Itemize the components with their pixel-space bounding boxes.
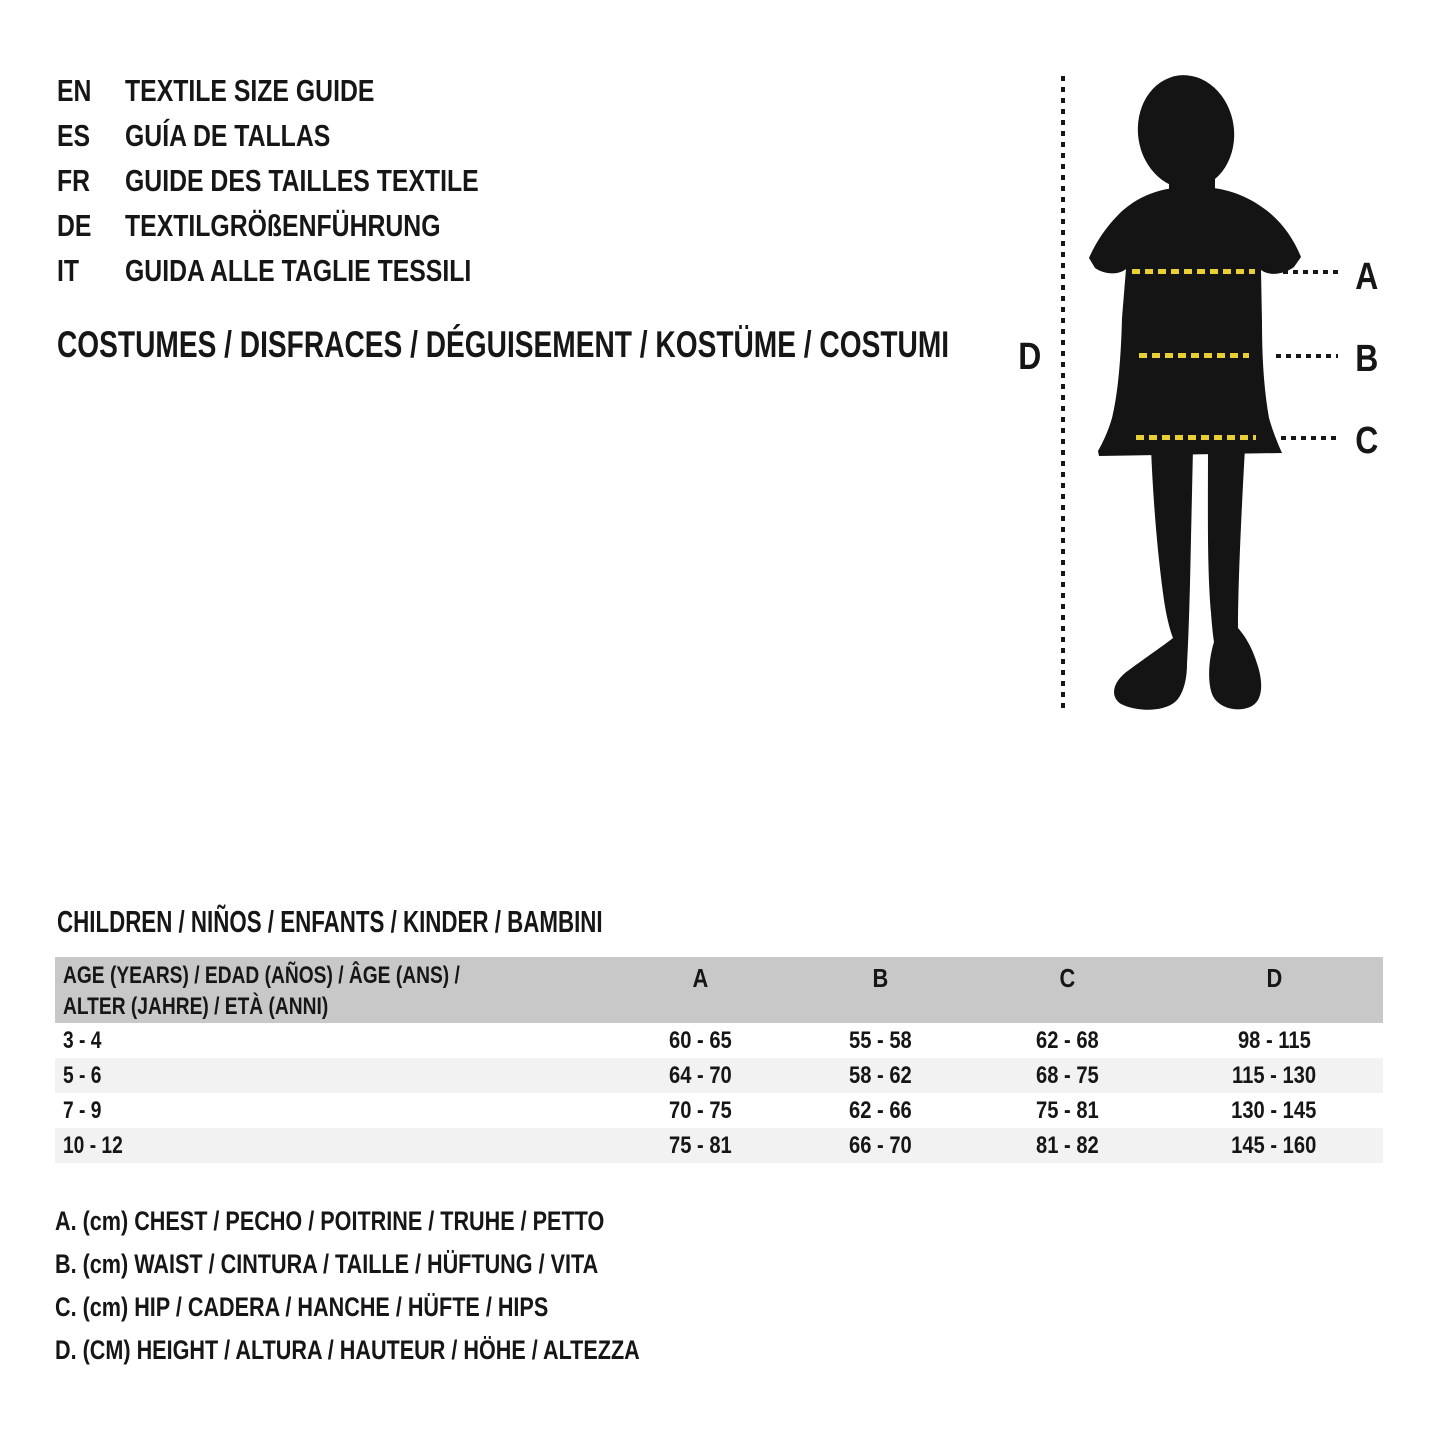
table-header-row xyxy=(55,957,1383,1023)
chest-range: 64 - 70 xyxy=(668,1061,732,1089)
measure-line-a xyxy=(1132,269,1255,274)
height-range: 145 - 160 xyxy=(1231,1131,1317,1159)
language-code: ES xyxy=(57,117,91,153)
measure-label-b: B xyxy=(1355,338,1379,380)
hip-range: 75 - 81 xyxy=(1036,1096,1099,1124)
connector-line-b xyxy=(1276,354,1338,358)
table-row xyxy=(55,1093,1383,1128)
measure-label-c: C xyxy=(1355,420,1379,462)
waist-range: 62 - 66 xyxy=(848,1096,912,1124)
guide-title-de: TEXTILGRÖßENFÜHRUNG xyxy=(125,207,441,243)
guide-title-es: GUÍA DE TALLAS xyxy=(125,117,331,153)
height-measure-line-d xyxy=(1061,76,1065,714)
guide-title-en: TEXTILE SIZE GUIDE xyxy=(125,72,375,108)
chest-range: 60 - 65 xyxy=(668,1026,732,1054)
children-size-table xyxy=(55,957,1383,1163)
child-silhouette xyxy=(1075,68,1315,718)
language-code: DE xyxy=(57,207,92,243)
language-row-de xyxy=(57,203,567,248)
chest-range: 75 - 81 xyxy=(668,1131,732,1159)
language-row-en xyxy=(57,68,567,113)
height-range: 115 - 130 xyxy=(1231,1061,1317,1089)
guide-title-fr: GUIDE DES TAILLES TEXTILE xyxy=(125,162,479,198)
table-row xyxy=(55,1023,1383,1058)
legend-chest: A. (cm) CHEST / PECHO / POITRINE / TRUHE / PETTO xyxy=(55,1206,605,1236)
table-section-title: CHILDREN / NIÑOS / ENFANTS / KINDER / BAMBINI xyxy=(57,904,603,939)
age-range: 10 - 12 xyxy=(63,1131,123,1159)
height-range: 130 - 145 xyxy=(1231,1096,1317,1124)
age-range: 7 - 9 xyxy=(63,1096,102,1124)
table-row xyxy=(55,1128,1383,1163)
age-range: 5 - 6 xyxy=(63,1061,102,1089)
language-code: IT xyxy=(57,252,80,288)
waist-range: 58 - 62 xyxy=(848,1061,912,1089)
language-row-es xyxy=(57,113,567,158)
column-header-a: A xyxy=(692,963,708,993)
chest-range: 70 - 75 xyxy=(668,1096,732,1124)
height-range: 98 - 115 xyxy=(1237,1026,1311,1054)
column-header-c: C xyxy=(1059,963,1076,993)
column-header-d: D xyxy=(1266,963,1282,993)
measure-label-a: A xyxy=(1355,256,1379,298)
hip-range: 81 - 82 xyxy=(1036,1131,1099,1159)
category-title: COSTUMES / DISFRACES / DÉGUISEMENT / KOSTÜME / COSTUMI xyxy=(57,324,950,365)
measure-label-d: D xyxy=(1018,336,1042,378)
hip-range: 62 - 68 xyxy=(1036,1026,1099,1054)
language-code: EN xyxy=(57,72,92,108)
language-title-list xyxy=(57,68,567,293)
age-column-header: AGE (YEARS) / EDAD (AÑOS) / ÂGE (ANS) / ALTER (JAHRE) / ETÀ (ANNI) xyxy=(63,962,460,1020)
column-header-b: B xyxy=(872,963,888,993)
measure-line-c xyxy=(1136,435,1256,440)
legend-hip: C. (cm) HIP / CADERA / HANCHE / HÜFTE / HIPS xyxy=(55,1292,549,1322)
measure-line-b xyxy=(1139,353,1249,358)
language-row-it xyxy=(57,248,567,293)
waist-range: 55 - 58 xyxy=(848,1026,912,1054)
language-code: FR xyxy=(57,162,91,198)
guide-title-it: GUIDA ALLE TAGLIE TESSILI xyxy=(125,252,472,288)
waist-range: 66 - 70 xyxy=(848,1131,912,1159)
connector-line-c xyxy=(1281,436,1338,440)
connector-line-a xyxy=(1283,270,1338,274)
measurement-legend xyxy=(55,1200,786,1372)
table-row xyxy=(55,1058,1383,1093)
age-range: 3 - 4 xyxy=(63,1026,102,1054)
language-row-fr xyxy=(57,158,567,203)
legend-height: D. (CM) HEIGHT / ALTURA / HAUTEUR / HÖHE / ALTEZZA xyxy=(55,1335,640,1365)
hip-range: 68 - 75 xyxy=(1036,1061,1099,1089)
legend-waist: B. (cm) WAIST / CINTURA / TAILLE / HÜFTUNG / VITA xyxy=(55,1249,599,1279)
